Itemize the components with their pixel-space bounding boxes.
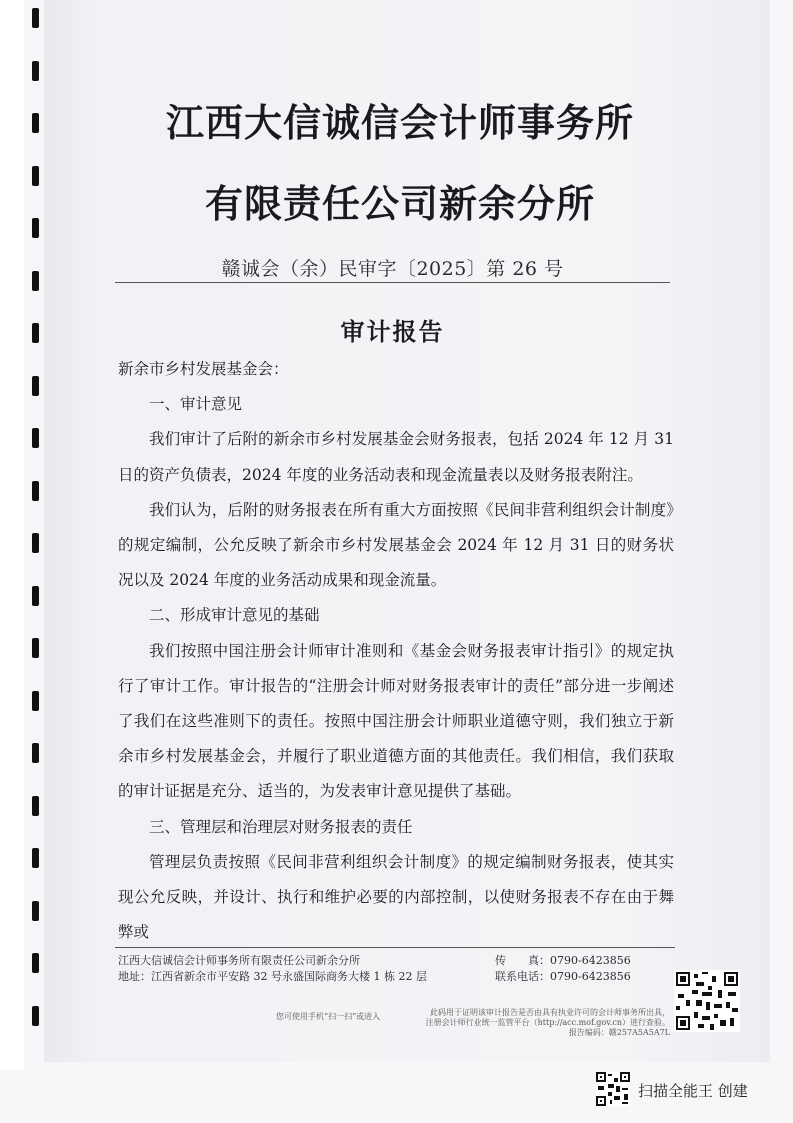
footer-divider: [115, 947, 675, 948]
scanner-qr-code-icon: [596, 1072, 630, 1106]
footer-firm-name: 江西大信诚信会计师事务所有限责任公司新余分所: [118, 954, 360, 967]
paragraph: 管理层负责按照《民间非营利组织会计制度》的规定编制财务报表，使其实现公允反映，并设计、执行和维护必要的内部控制，以使财务报表不存在由于舞弊或: [118, 852, 674, 942]
firm-name-line-2: 有限责任公司新余分所: [204, 182, 595, 226]
verify-line-2: 注册会计师行业统一监管平台（http://acc.mof.gov.cn）进行查验。: [425, 1018, 670, 1027]
binding-hole: [32, 113, 39, 133]
paragraph: 我们认为，后附的财务报表在所有重大方面按照《民间非营利组织会计制度》的规定编制，公允反映了新余市乡村发展基金会 2024 年 12 月 31 日的财务状况以及 2024 年度的业务活动成果和现金流量。: [118, 500, 674, 590]
binding-hole: [32, 271, 39, 291]
binding-hole: [32, 166, 39, 186]
binding-hole: [32, 848, 39, 868]
binding-hole: [32, 796, 39, 816]
verify-details: [400, 1008, 670, 1038]
binding-hole: [32, 61, 39, 81]
footer-phone: 联系电话：0790-6423856: [495, 970, 631, 983]
scan-margin: [0, 0, 24, 1070]
footer-left: [118, 953, 427, 985]
section-heading-opinion: 一、审计意见: [149, 395, 243, 414]
binding-hole: [32, 533, 39, 553]
binding-hole: [32, 323, 39, 343]
binding-hole: [32, 901, 39, 921]
binding-hole: [32, 428, 39, 448]
verify-code: 报告编码：赣257A5A5A7L: [568, 1028, 670, 1037]
binding-hole: [32, 743, 39, 763]
document-number: 赣诚会（余）民审字〔2025〕第 26 号: [221, 258, 564, 280]
verify-line-1: 此码用于证明该审计报告是否由具有执业许可的会计师事务所出具，: [430, 1008, 670, 1017]
scanner-watermark: 扫描全能王 创建: [638, 1082, 748, 1100]
footer-fax: 传 真：0790-6423856: [495, 954, 631, 967]
report-title: 审计报告: [340, 318, 445, 346]
verify-instruction: 您可使用手机“扫一扫”或进入: [276, 1012, 381, 1021]
binding-hole: [32, 218, 39, 238]
firm-name-line-1: 江西大信诚信会计师事务所: [165, 101, 634, 145]
binding-hole: [32, 691, 39, 711]
binding-hole: [32, 481, 39, 501]
binding-hole: [32, 953, 39, 973]
verification-qr-code-icon[interactable]: [674, 970, 740, 1032]
report-body: [118, 352, 674, 950]
section-heading-responsibility: 三、管理层和治理层对财务报表的责任: [149, 817, 413, 836]
paragraph: 我们按照中国注册会计师审计准则和《基金会财务报表审计指引》的规定执行了审计工作。审计报告的“注册会计师对财务报表审计的责任”部分进一步阐述了我们在这些准则下的责任。按照中国注册会计师职业道德守则，我们独立于新余市乡村发展基金会，并履行了职业道德方面的其他责任。我们相信，我们获取的审计证据是充分、适当的，为发表审计意见提供了基础。: [118, 641, 674, 801]
binding-hole: [32, 8, 39, 28]
header-divider: [115, 282, 670, 283]
binding-hole: [32, 1006, 39, 1026]
section-heading-basis: 二、形成审计意见的基础: [149, 606, 320, 625]
binding-hole: [32, 638, 39, 658]
binding-hole: [32, 586, 39, 606]
footer-address: 地址：江西省新余市平安路 32 号永盛国际商务大楼 1 栋 22 层: [118, 970, 427, 983]
footer-right: [495, 953, 631, 985]
binding-hole: [32, 376, 39, 396]
addressee: 新余市乡村发展基金会：: [118, 360, 289, 378]
binding-holes: [28, 0, 44, 1070]
paragraph: 我们审计了后附的新余市乡村发展基金会财务报表，包括 2024 年 12 月 31 日的资产负债表，2024 年度的业务活动表和现金流量表以及财务报表附注。: [118, 430, 674, 484]
